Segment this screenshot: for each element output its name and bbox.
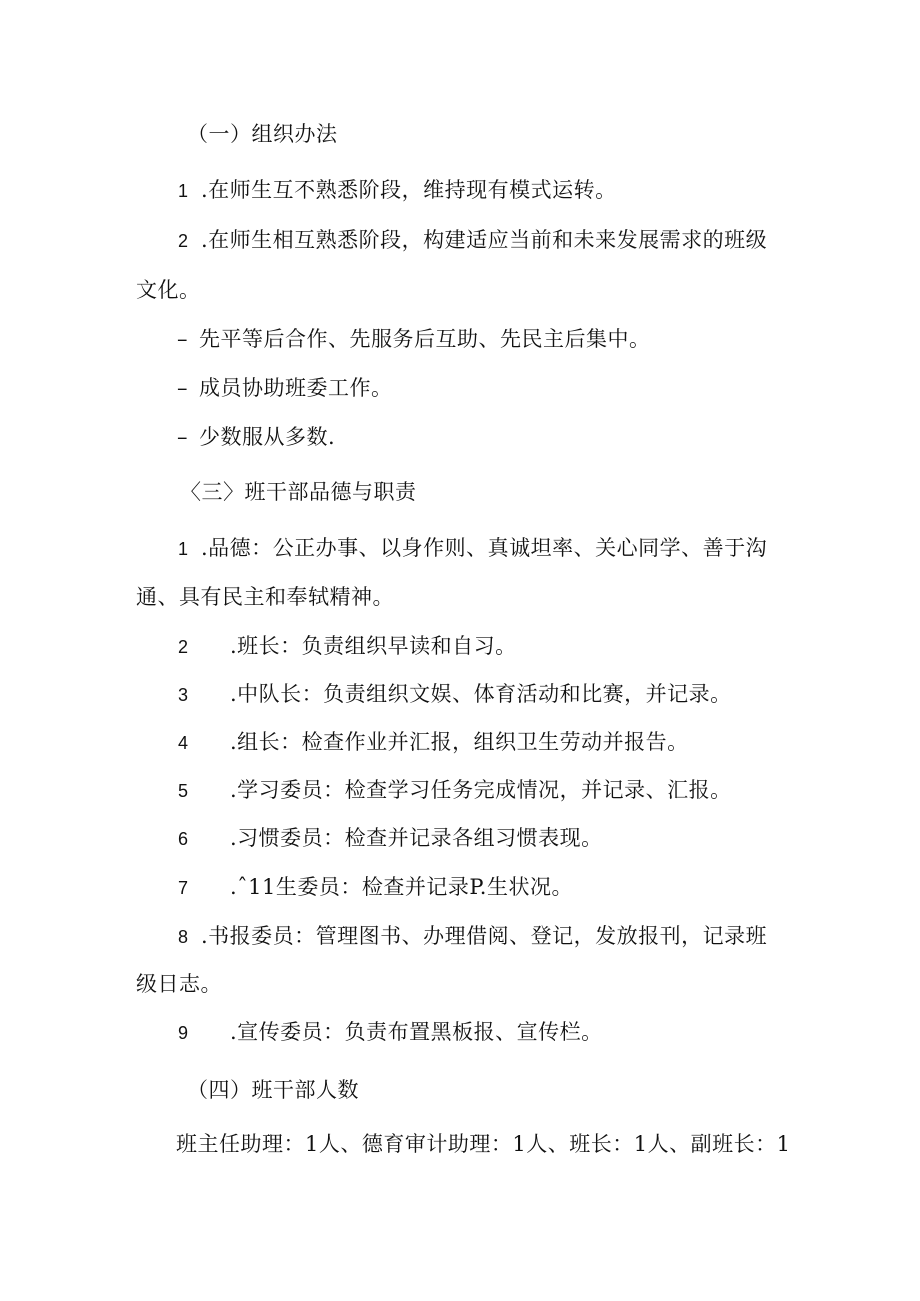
paragraph-text: .中队长：负责组织文娱、体育活动和比赛，并记录。 [230,682,732,706]
bullet-text: 成员协助班委工作。 [199,376,393,400]
section-heading-duties: 〈三〉班干部品德与职责 [180,480,417,504]
dash-bullet: – [177,376,188,400]
item-number: 1 [178,181,189,201]
paragraph-text: .学习委员：检查学习任务完成情况，并记录、汇报。 [230,778,732,802]
paragraph-text: 班主任助理：1人、德育审计助理：1人、班长：1人、副班长：1 [176,1132,791,1156]
item-number: 8 [178,927,189,947]
paragraph-text: .ˆ11生委员：检查并记录P.生状况。 [230,875,573,899]
paragraph-text: .宣传委员：负责布置黑板报、宣传栏。 [230,1020,603,1044]
item-number: 1 [178,539,189,559]
paragraph-text: .组长：检查作业并汇报，组织卫生劳动并报告。 [230,730,689,754]
item-number: 2 [178,637,189,657]
dash-bullet: – [177,327,188,351]
item-number: 7 [178,878,189,898]
bullet-text: 少数服从多数. [199,425,336,449]
paragraph-text: .习惯委员：检查并记录各组习惯表现。 [230,826,603,850]
paragraph-continuation: 文化。 [136,278,201,302]
dash-bullet: – [177,425,188,449]
paragraph-text: .在师生相互熟悉阶段，构建适应当前和未来发展需求的班级 [201,228,768,252]
item-number: 3 [178,685,189,705]
item-number: 2 [178,231,189,251]
item-number: 6 [178,829,189,849]
item-number: 9 [178,1023,189,1043]
paragraph-text: .品德：公正办事、以身作则、真诚坦率、关心同学、善于沟 [201,536,768,560]
paragraph-text: .班长：负责组织早读和自习。 [230,634,517,658]
paragraph-text: .在师生互不熟悉阶段，维持现有模式运转。 [201,178,617,202]
paragraph-text: .书报委员：管理图书、办理借阅、登记，发放报刊，记录班 [201,924,768,948]
item-number: 5 [178,781,189,801]
item-number: 4 [178,733,189,753]
section-heading-count: （四）班干部人数 [187,1078,359,1102]
section-heading-organization: （一）组织办法 [187,122,338,146]
paragraph-continuation: 级日志。 [136,972,222,996]
paragraph-continuation: 通、具有民主和奉轼精神。 [136,585,394,609]
bullet-text: 先平等后合作、先服务后互助、先民主后集中。 [199,327,651,351]
